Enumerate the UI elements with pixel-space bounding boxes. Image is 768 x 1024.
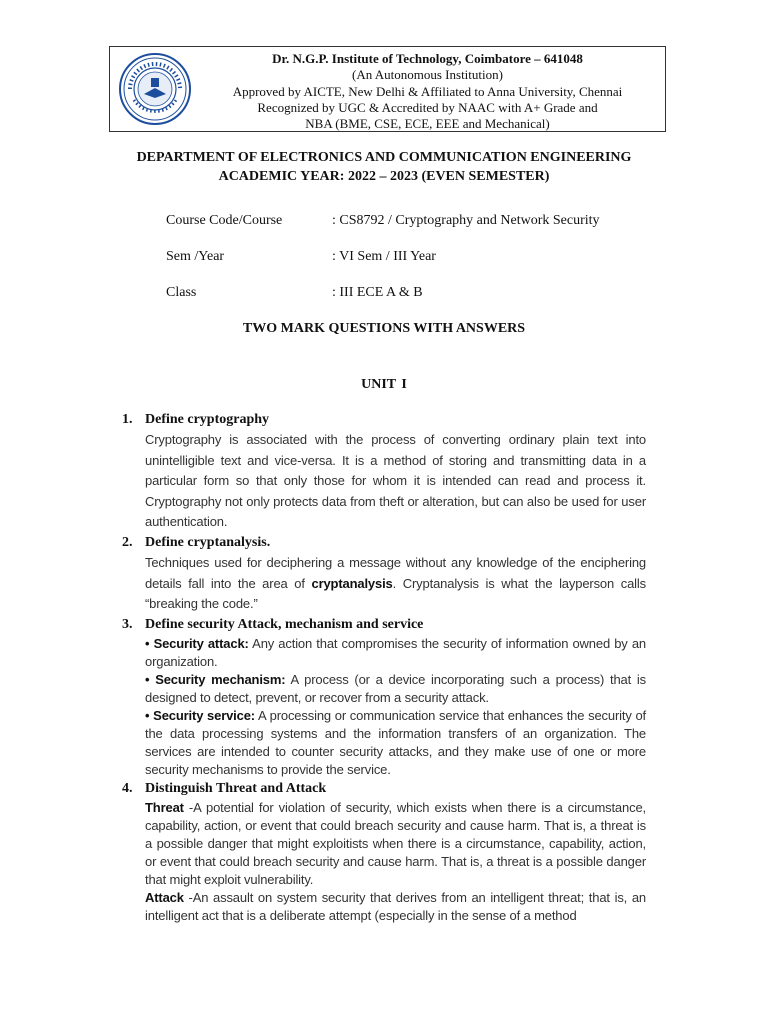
unit-title: UNIT I bbox=[361, 377, 407, 392]
question-1 bbox=[122, 409, 646, 533]
answer-paragraph bbox=[145, 553, 646, 615]
approval-line: Approved by AICTE, New Delhi & Affiliated to Anna University, Chennai bbox=[232, 83, 623, 99]
question-number: 4. bbox=[122, 781, 133, 796]
info-label: Class bbox=[166, 285, 197, 300]
info-value: : CS8792 / Cryptography and Network Security bbox=[332, 213, 600, 228]
question-2 bbox=[122, 532, 646, 615]
item-term: • Security mechanism: bbox=[145, 672, 286, 687]
question-title: Define security Attack, mechanism and service bbox=[145, 617, 424, 632]
question-number: 2. bbox=[122, 535, 133, 550]
item-term: Attack bbox=[145, 890, 184, 905]
info-value: : VI Sem / III Year bbox=[332, 249, 436, 264]
answer-item bbox=[145, 707, 646, 779]
item-text: -A potential for violation of security, which exists when there is a circumstance, capability, action, or event that could breach security and cause harm. That is, a threat is a possible danger that might exploitists when there is a circumstance, capability, action, or event that could breach security and cause harm. That is, a threat is a possible danger that might exploit vulnerability. bbox=[145, 800, 646, 887]
info-value: : III ECE A & B bbox=[332, 285, 423, 300]
recognition-line: Recognized by UGC & Accredited by NAAC with A+ Grade and bbox=[257, 99, 598, 115]
department-title: DEPARTMENT OF ELECTRONICS AND COMMUNICATION ENGINEERING bbox=[136, 150, 632, 165]
nba-line: NBA (BME, CSE, ECE, EEE and Mechanical) bbox=[305, 116, 550, 132]
question-title: Distinguish Threat and Attack bbox=[145, 781, 327, 796]
section-title: TWO MARK QUESTIONS WITH ANSWERS bbox=[242, 321, 526, 336]
item-text: A process (or a device incorporating such a process) that is designed to detect, prevent, or recover from a security attack. bbox=[145, 672, 646, 705]
item-text: A processing or communication service that enhances the security of the data processing systems and the information transfers of an organization. The services are intended to counter security attacks, and they make use of one or more security mechanisms to provide the service. bbox=[145, 708, 646, 777]
item-text: Any action that compromises the security of information owned by an organization. bbox=[145, 636, 646, 669]
answer-post: . Cryptanalysis is what the layperson calls “breaking the code.” bbox=[145, 575, 647, 611]
item-term: • Security service: bbox=[145, 708, 255, 723]
info-label: Sem /Year bbox=[166, 249, 225, 264]
answer-item bbox=[145, 889, 646, 925]
academic-year: ACADEMIC YEAR: 2022 – 2023 (EVEN SEMESTER) bbox=[218, 169, 550, 184]
answer-text bbox=[145, 635, 646, 779]
institute-logo-icon bbox=[118, 52, 192, 126]
item-text: -An assault on system security that derives from an intelligent threat; that is, an intelligent act that is a deliberate attempt (especially in the sense of a method bbox=[145, 890, 646, 923]
item-term: Threat bbox=[145, 800, 184, 815]
question-number: 1. bbox=[122, 412, 133, 427]
answer-pre: Techniques used for deciphering a message without any knowledge of the enciphering details fall into the area of bbox=[145, 555, 646, 591]
answer-paragraph: Cryptography is associated with the process of converting ordinary plain text into unintelligible text and vice-versa. It is a method of storing and transmitting data in a particular form so that only those for whom it is intended can read and process it. Cryptography not only protects data from theft or alteration, but can also be used for user authentication. bbox=[145, 432, 646, 529]
answer-text bbox=[145, 430, 646, 533]
question-3 bbox=[122, 614, 646, 779]
answer-text bbox=[145, 553, 646, 615]
info-label: Course Code/Course bbox=[166, 213, 283, 228]
answer-item bbox=[145, 799, 646, 889]
item-term: • Security attack: bbox=[145, 636, 249, 651]
question-4 bbox=[122, 778, 646, 925]
question-title: Define cryptography bbox=[145, 412, 270, 427]
answer-item bbox=[145, 671, 646, 707]
institute-name: Dr. N.G.P. Institute of Technology, Coimbatore – 641048 bbox=[272, 51, 583, 66]
question-title: Define cryptanalysis. bbox=[145, 535, 271, 550]
answer-item bbox=[145, 635, 646, 671]
autonomous-line: (An Autonomous Institution) bbox=[352, 67, 503, 83]
answer-bold-term: cryptanalysis bbox=[311, 575, 393, 591]
answer-text bbox=[145, 799, 646, 925]
institution-header bbox=[109, 46, 666, 132]
question-number: 3. bbox=[122, 617, 133, 632]
